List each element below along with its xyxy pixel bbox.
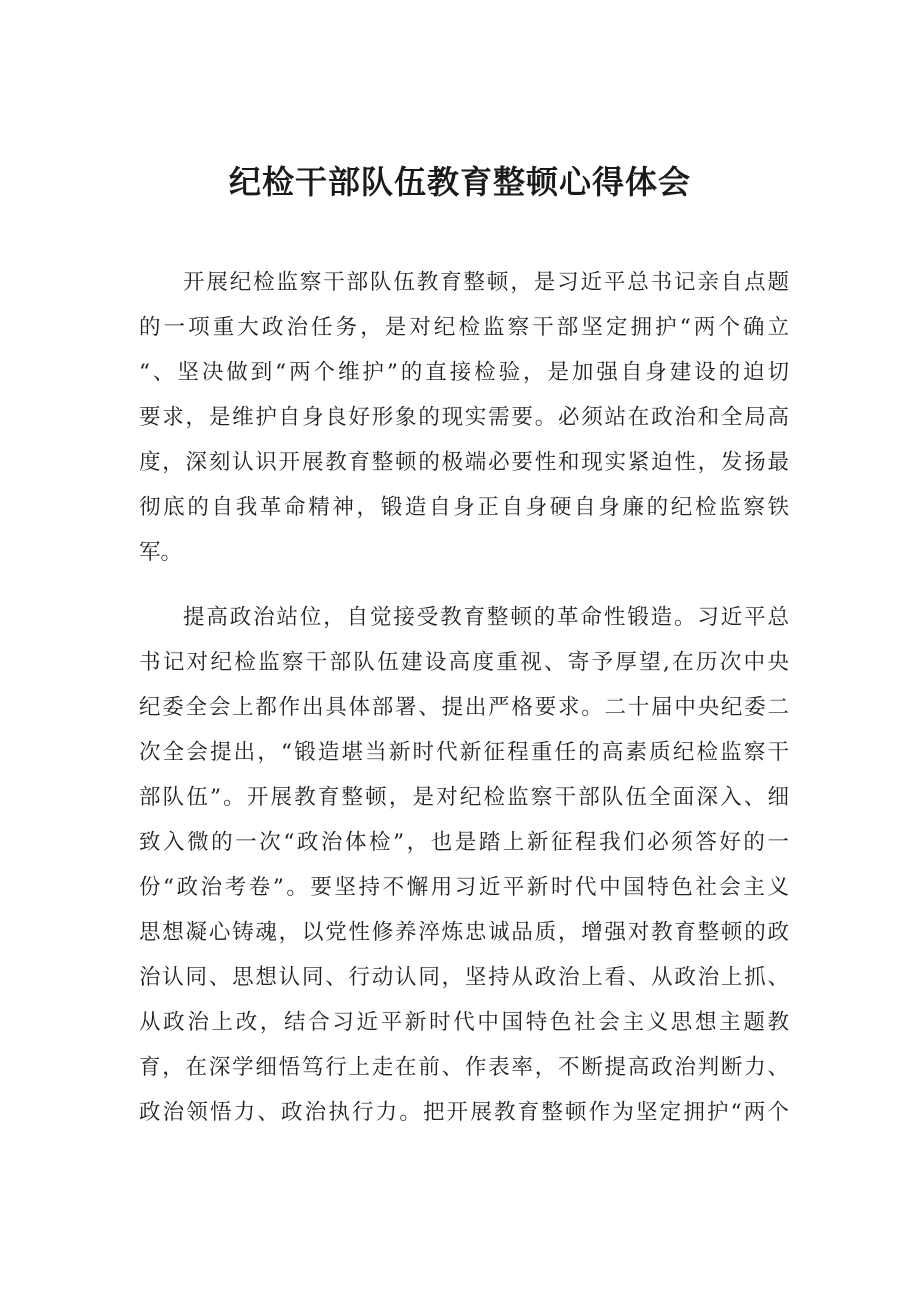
paragraph-1-line: 度，深刻认识开展教育整顿的极端必要性和现实紧迫性，发扬最: [139, 450, 789, 475]
paragraph-2-line: 思想凝心铸魂，以党性修养淬炼忠诚品质，增强对教育整顿的政: [139, 920, 789, 945]
paragraph-2-line: 从政治上改，结合习近平新时代中国特色社会主义思想主题教: [139, 1010, 789, 1035]
paragraph-1-line: 军。: [139, 540, 183, 565]
paragraph-2-line: 部队伍”。开展教育整顿，是对纪检监察干部队伍全面深入、细: [139, 785, 789, 810]
paragraph-2-line: 育，在深学细悟笃行上走在前、作表率，不断提高政治判断力、: [139, 1055, 789, 1080]
paragraph-1-line: 彻底的自我革命精神，锻造自身正自身硬自身廉的纪检监察铁: [139, 495, 789, 520]
paragraph-2-line: 提高政治站位，自觉接受教育整顿的革命性锻造。习近平总: [183, 605, 789, 630]
paragraph-1-line: “、坚决做到“两个维护”的直接检验，是加强自身建设的迫切: [139, 360, 789, 385]
document-title: 纪检干部队伍教育整顿心得体会: [228, 163, 691, 201]
paragraph-2-line: 书记对纪检监察干部队伍建设高度重视、寄予厚望,在历次中央: [139, 650, 789, 675]
paragraph-1-line: 开展纪检监察干部队伍教育整顿，是习近平总书记亲自点题: [183, 270, 789, 295]
paragraph-2-line: 致入微的一次“政治体检”，也是踏上新征程我们必须答好的一: [139, 830, 789, 855]
paragraph-2-line: 政治领悟力、政治执行力。把开展教育整顿作为坚定拥护“两个: [139, 1100, 789, 1125]
paragraph-2-line: 纪委全会上都作出具体部署、提出严格要求。二十届中央纪委二: [139, 695, 789, 720]
paragraph-2-line: 份“政治考卷”。要坚持不懈用习近平新时代中国特色社会主义: [139, 875, 789, 900]
paragraph-1-line: 要求，是维护自身良好形象的现实需要。必须站在政治和全局高: [139, 405, 789, 430]
paragraph-2-line: 治认同、思想认同、行动认同，坚持从政治上看、从政治上抓、: [139, 965, 789, 990]
paragraph-1-line: 的一项重大政治任务，是对纪检监察干部坚定拥护“两个确立: [139, 315, 789, 340]
paragraph-2-line: 次全会提出，“锻造堪当新时代新征程重任的高素质纪检监察干: [139, 740, 789, 765]
